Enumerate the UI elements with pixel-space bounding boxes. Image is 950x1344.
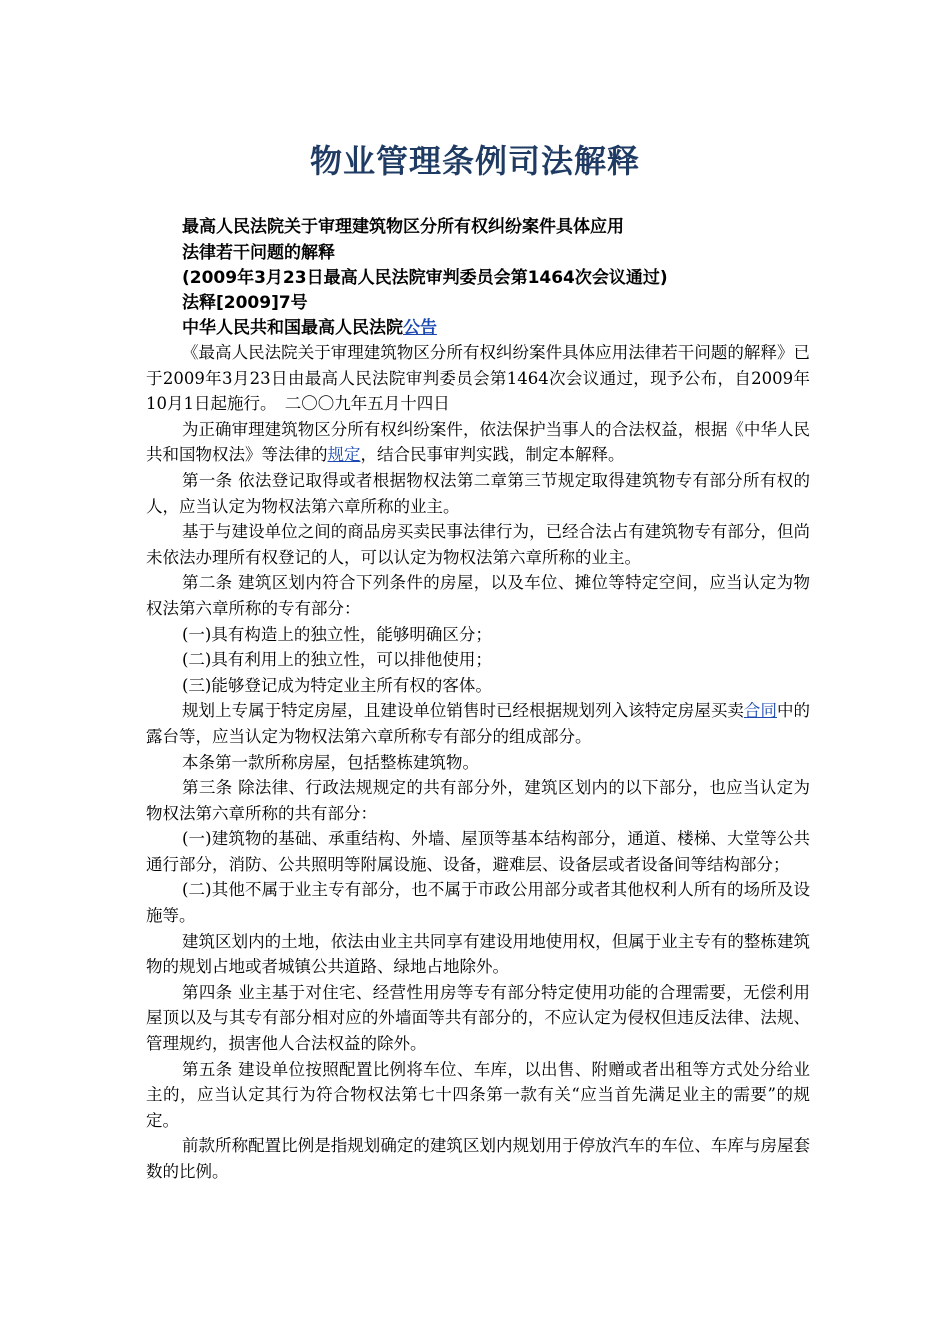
heading-line-4: 法释[2009]7号: [182, 293, 308, 313]
paragraph: [146, 698, 810, 749]
heading-line-3: (2009年3月23日最高人民法院审判委员会第1464次会议通过): [182, 268, 668, 288]
document-title: 物业管理条例司法解释: [309, 142, 640, 180]
list-item: (二)具有利用上的独立性，可以排他使用；: [182, 650, 492, 670]
paragraph-text: 中的露台等，应当认定为物权法第六章所称专有部分的组成部分。: [146, 701, 811, 746]
paragraph-text: 为正确审理建筑物区分所有权纠纷案件，依法保护当事人的合法权益，根据《中华人民共和国物权法》等法律的: [146, 419, 810, 465]
paragraph: [146, 417, 810, 468]
paragraph: 建筑区划内的土地，依法由业主共同享有建设用地使用权，但属于业主专有的整栋建筑物的规划占地或者城镇公共道路、绿地占地除外。: [146, 931, 810, 977]
contract-link[interactable]: 合同: [743, 701, 777, 721]
document-body: [146, 340, 810, 1185]
regulation-link[interactable]: 规定: [327, 445, 361, 465]
article-3-paragraph: 第三条 除法律、行政法规规定的共有部分外，建筑区划内的以下部分，也应当认定为物权法第六章所称的共有部分：: [146, 778, 810, 823]
heading-line-5: [182, 315, 822, 341]
article-4-paragraph: 第四条 业主基于对住宅、经营性用房等专有部分特定使用功能的合理需要，无偿利用屋顶以及与其专有部分相对应的外墙面等共有部分的，不应认定为侵权但违反法律、法规、管理规约，损害他人合法权益的除外。: [146, 982, 810, 1054]
paragraph: 《最高人民法院关于审理建筑物区分所有权纠纷案件具体应用法律若干问题的解释》已于2009年3月23日由最高人民法院审判委员会第1464次会议通过，现予公布，自2009年10月1日起施行。 二〇〇九年五月十四日: [146, 343, 810, 414]
paragraph-text: ，结合民事审判实践，制定本解释。: [360, 445, 625, 465]
list-item: (一)建筑物的基础、承重结构、外墙、屋顶等基本结构部分，通道、楼梯、大堂等公共通行部分，消防、公共照明等附属设施、设备，避难层、设备层或者设备间等结构部分；: [146, 829, 810, 874]
article-1-paragraph: 第一条 依法登记取得或者根据物权法第二章第三节规定取得建筑物专有部分所有权的人，应当认定为物权法第六章所称的业主。: [146, 470, 810, 516]
paragraph: 基于与建设单位之间的商品房买卖民事法律行为，已经合法占有建筑物专有部分，但尚未依法办理所有权登记的人，可以认定为物权法第六章所称的业主。: [146, 522, 810, 567]
paragraph: 前款所称配置比例是指规划确定的建筑区划内规划用于停放汽车的车位、车库与房屋套数的比例。: [146, 1136, 810, 1181]
issuer-name: 中华人民共和国最高人民法院: [182, 318, 403, 338]
list-item: (三)能够登记成为特定业主所有权的客体。: [182, 675, 492, 695]
list-item: (一)具有构造上的独立性，能够明确区分；: [182, 624, 492, 644]
list-item: (二)其他不属于业主专有部分，也不属于市政公用部分或者其他权利人所有的场所及设施等。: [146, 880, 810, 926]
paragraph-text: 规划上专属于特定房屋，且建设单位销售时已经根据规划列入该特定房屋买卖: [182, 701, 744, 721]
article-2-paragraph: 第二条 建筑区划内符合下列条件的房屋，以及车位、摊位等特定空间，应当认定为物权法第六章所称的专有部分：: [146, 573, 810, 618]
article-5-paragraph: 第五条 建设单位按照配置比例将车位、车库，以出售、附赠或者出租等方式处分给业主的，应当认定其行为符合物权法第七十四条第一款有关“应当首先满足业主的需要”的规定。: [146, 1059, 810, 1130]
heading-line-1: 最高人民法院关于审理建筑物区分所有权纠纷案件具体应用: [182, 217, 624, 237]
paragraph: 本条第一款所称房屋，包括整栋建筑物。: [182, 752, 479, 772]
announcement-link[interactable]: 公告: [403, 318, 437, 338]
heading-line-2: 法律若干问题的解释: [182, 243, 335, 263]
